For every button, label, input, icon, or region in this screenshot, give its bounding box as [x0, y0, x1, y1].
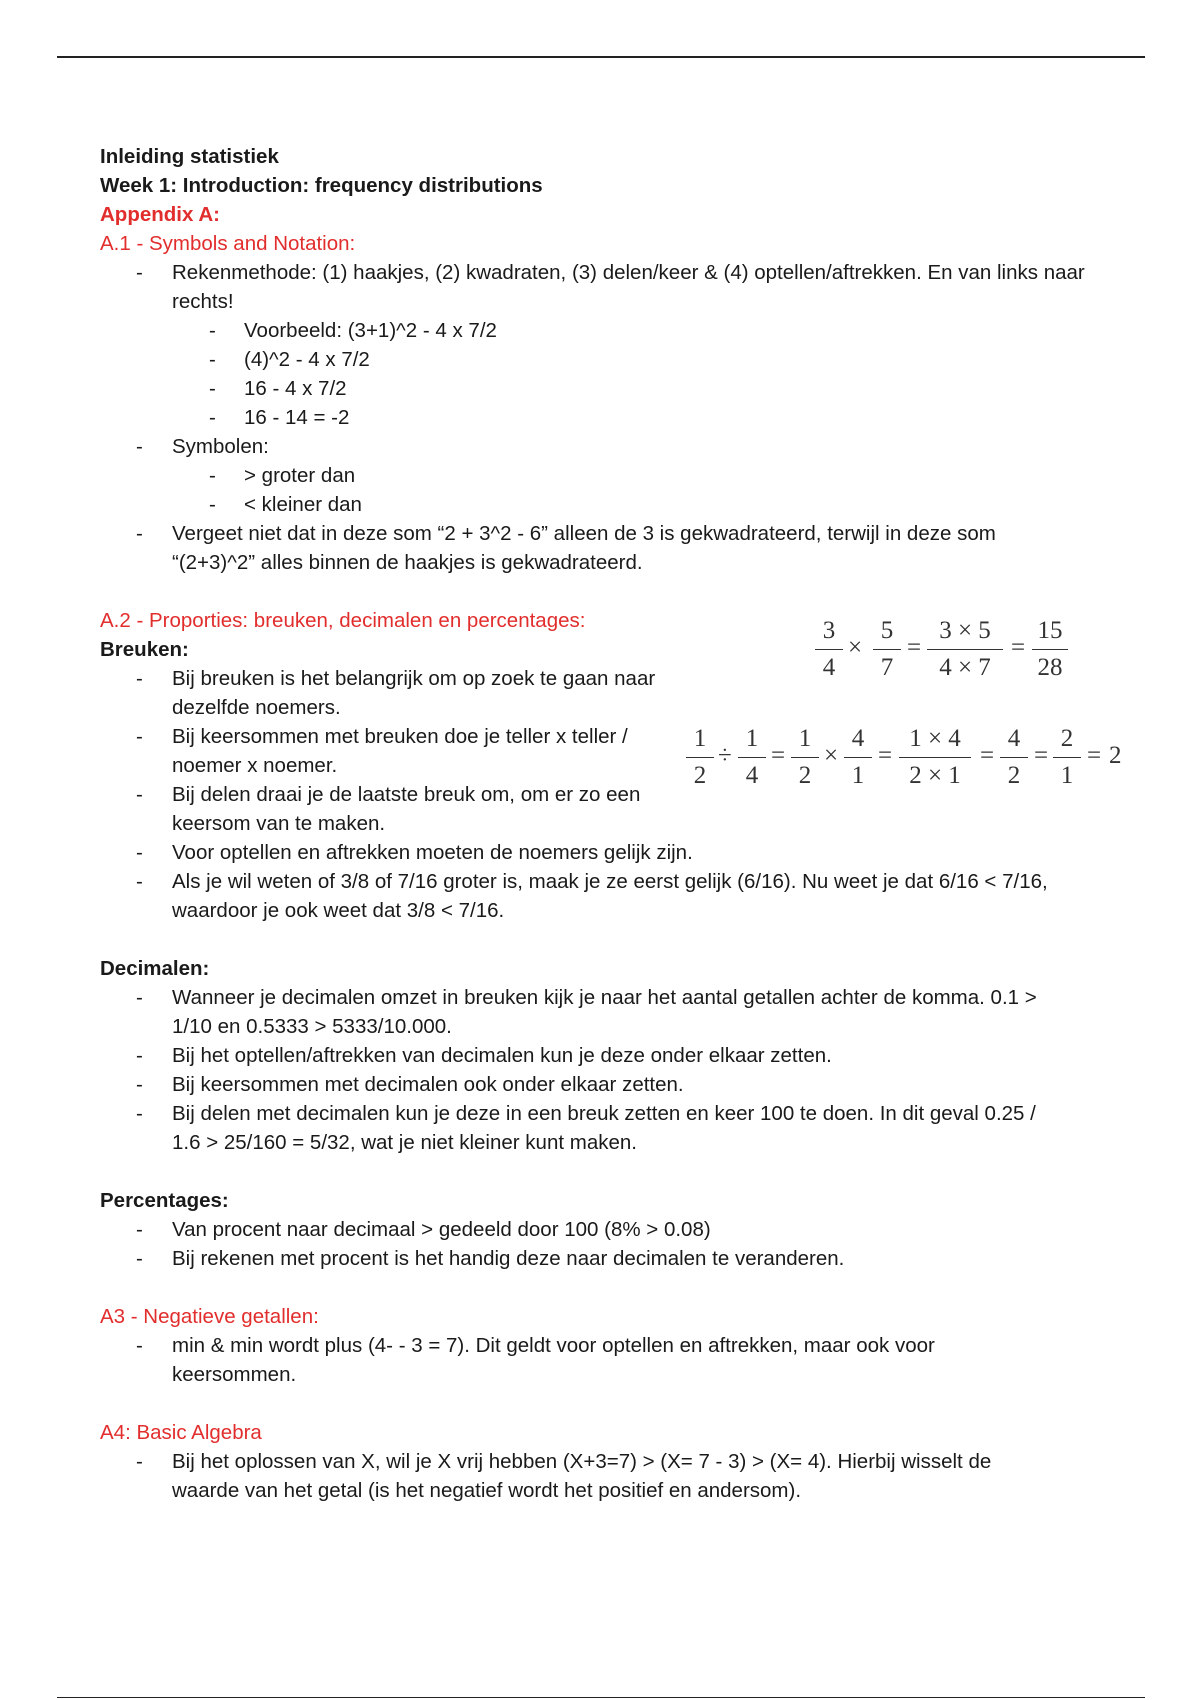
list-item — [100, 490, 1100, 519]
list-item-text: Bij keersommen met decimalen ook onder elkaar zetten. — [172, 1073, 684, 1096]
fraction: 4 1 — [841, 723, 875, 792]
list-item — [100, 345, 1100, 374]
list-item-text: Symbolen: — [172, 435, 269, 458]
list-item — [100, 461, 1100, 490]
percentages-list — [100, 1215, 1100, 1273]
fraction-division-formula — [683, 723, 1133, 798]
operator: = — [980, 742, 995, 769]
fraction: 1 × 4 2 × 1 — [896, 723, 974, 792]
document-subtitle: Week 1: Introduction: frequency distributions — [100, 174, 543, 197]
list-item-text: Als je wil weten of 3/8 of 7/16 groter is, maak je ze eerst gelijk (6/16). Nu weet je dat 6/16 < 7/16, waardoor je ook weet dat 3/8 < 7/16. — [172, 870, 1048, 922]
fraction: 5 7 — [870, 615, 904, 684]
list-item-text: Van procent naar decimaal > gedeeld door 100 (8% > 0.08) — [172, 1218, 711, 1241]
result: 2 — [1109, 742, 1122, 769]
list-item-text: Bij delen met decimalen kun je deze in een breuk zetten en keer 100 te doen. In dit geval 0.25 / 1.6 > 25/160 = 5/32, wat je niet kleiner kunt maken. — [172, 1102, 1036, 1154]
operator: = — [1087, 742, 1102, 769]
section-a3-list — [100, 1331, 1100, 1389]
list-item-text: Voor optellen en aftrekken moeten de noemers gelijk zijn. — [172, 841, 693, 864]
list-item — [100, 838, 1100, 867]
list-item-text: Wanneer je decimalen omzet in breuken kijk je naar het aantal getallen achter de komma. 0.1 > 1/10 en 0.5333 > 5333/10.000. — [172, 986, 1037, 1038]
list-item-text: Bij rekenen met procent is het handig deze naar decimalen te veranderen. — [172, 1247, 845, 1270]
operator: = — [1011, 634, 1026, 661]
fraction: 1 4 — [735, 723, 769, 792]
fraction: 3 × 5 4 × 7 — [924, 615, 1006, 684]
fraction: 2 1 — [1050, 723, 1084, 792]
operator: ÷ — [718, 742, 732, 769]
decimalen-list — [100, 983, 1100, 1157]
fraction: 15 28 — [1029, 615, 1071, 684]
list-item — [100, 1070, 1100, 1099]
section-a3-heading: A3 - Negatieve getallen: — [100, 1305, 319, 1328]
list-item — [100, 374, 1100, 403]
list-item — [100, 780, 662, 838]
list-item — [100, 1447, 1100, 1505]
fraction-multiplication-formula — [812, 615, 1072, 690]
list-item-text: (4)^2 - 4 x 7/2 — [244, 348, 370, 371]
list-item — [100, 1244, 1100, 1273]
list-item — [100, 867, 1100, 925]
list-item — [100, 722, 662, 780]
section-a4-list — [100, 1447, 1100, 1505]
list-item-text: Bij keersommen met breuken doe je teller x teller / noemer x noemer. — [172, 725, 628, 777]
list-item — [100, 432, 1100, 519]
operator: = — [878, 742, 893, 769]
list-item — [100, 519, 1100, 577]
section-a1-heading: A.1 - Symbols and Notation: — [100, 232, 356, 255]
list-item — [100, 316, 1100, 345]
list-item-text: > groter dan — [244, 464, 356, 487]
list-item — [100, 403, 1100, 432]
list-item-text: Rekenmethode: (1) haakjes, (2) kwadraten, (3) delen/keer & (4) optellen/aftrekken. En van links naar rechts! — [172, 261, 1085, 313]
breuken-heading: Breuken: — [100, 638, 189, 661]
document-body — [100, 142, 1100, 1505]
header-rule — [57, 56, 1145, 58]
operator: × — [824, 742, 839, 769]
list-item-text: 16 - 14 = -2 — [244, 406, 350, 429]
decimalen-heading: Decimalen: — [100, 957, 210, 980]
list-item-text: Bij delen draai je de laatste breuk om, om er zo een keersom van te maken. — [172, 783, 641, 835]
list-item-text: min & min wordt plus (4- - 3 = 7). Dit geldt voor optellen en aftrekken, maar ook voor keersommen. — [172, 1334, 935, 1386]
fraction: 1 2 — [788, 723, 822, 792]
list-item — [100, 1099, 1100, 1157]
list-item-text: 16 - 4 x 7/2 — [244, 377, 347, 400]
list-item — [100, 1331, 1100, 1389]
symbols-list — [100, 461, 1100, 519]
footer-rule — [57, 1697, 1145, 1698]
operator: = — [1034, 742, 1049, 769]
list-item — [100, 1215, 1100, 1244]
list-item — [100, 983, 1100, 1041]
document-title: Inleiding statistiek — [100, 145, 279, 168]
section-a1-list — [100, 258, 1100, 577]
list-item-text: Bij het oplossen van X, wil je X vrij hebben (X+3=7) > (X= 7 - 3) > (X= 4). Hierbij wisselt de waarde van het getal (is het negatief wordt het positief en andersom). — [172, 1450, 992, 1502]
fraction: 1 2 — [683, 723, 717, 792]
list-item-text: Bij het optellen/aftrekken van decimalen kun je deze onder elkaar zetten. — [172, 1044, 832, 1067]
fraction: 3 4 — [812, 615, 846, 684]
list-item-text: < kleiner dan — [244, 493, 362, 516]
section-a4-heading: A4: Basic Algebra — [100, 1421, 262, 1444]
operator: = — [771, 742, 786, 769]
operator: = — [907, 634, 922, 661]
list-item-text: Vergeet niet dat in deze som “2 + 3^2 - 6” alleen de 3 is gekwadrateerd, terwijl in deze som “(2+3)^2” alles binnen de haakjes is gekwadrateerd. — [172, 522, 996, 574]
list-item-text: Bij breuken is het belangrijk om op zoek te gaan naar dezelfde noemers. — [172, 667, 656, 719]
list-item — [100, 258, 1100, 432]
list-item — [100, 664, 672, 722]
operator: × — [848, 634, 863, 661]
list-item-text: Voorbeeld: (3+1)^2 - 4 x 7/2 — [244, 319, 497, 342]
appendix-heading: Appendix A: — [100, 203, 220, 226]
list-item — [100, 1041, 1100, 1070]
percentages-heading: Percentages: — [100, 1189, 229, 1212]
fraction: 4 2 — [997, 723, 1031, 792]
section-a2-heading: A.2 - Proporties: breuken, decimalen en percentages: — [100, 609, 586, 632]
steps-list — [100, 316, 1100, 432]
